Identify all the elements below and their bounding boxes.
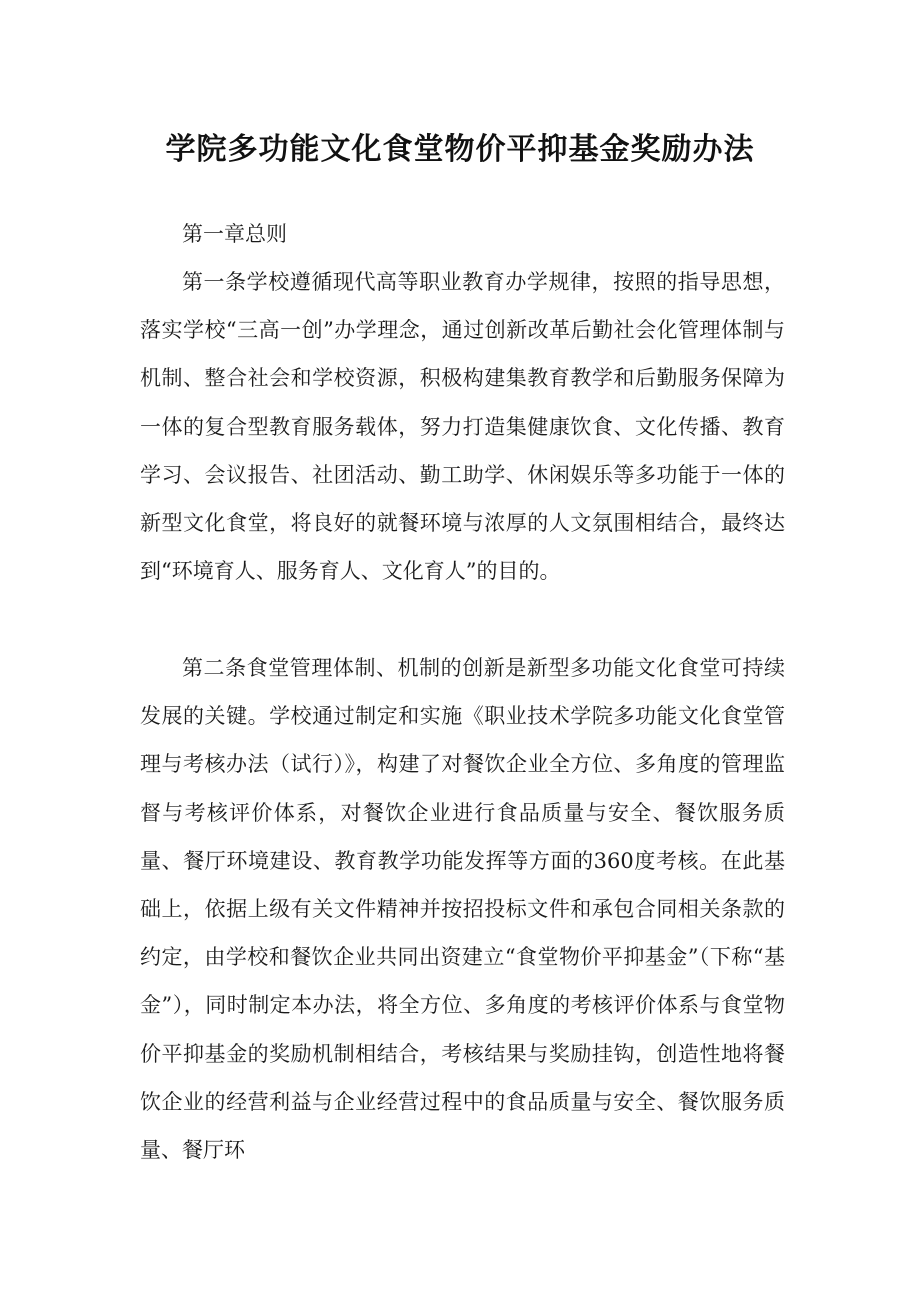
document-title: 学院多功能文化食堂物价平抑基金奖励办法 — [165, 132, 755, 167]
chapter-heading: 第一章总则 — [182, 222, 287, 246]
article-1-text: 第一条学校遵循现代高等职业教育办学规律，按照的指导思想，落实学校“三高一创”办学理念，通过创新改革后勤社会化管理体制与机制、整合社会和学校资源，积极构建集教育教学和后勤服务保障为一体的复合型教育服务载体，努力打造集健康饮食、文化传播、教育学习、会议报告、社团活动、勤工助学、休闲娱乐等多功能于一体的新型文化食堂，将良好的就餐环境与浓厚的人文氛围相结合，最终达到“环境育人、服务育人、文化育人”的目的。 — [140, 270, 785, 584]
article-2-text: 第二条食堂管理体制、机制的创新是新型多功能文化食堂可持续发展的关键。学校通过制定和实施《职业技术学院多功能文化食堂管理与考核办法（试行）》，构建了对餐饮企业全方位、多角度的管理监督与考核评价体系，对餐饮企业进行食品质量与安全、餐饮服务质量、餐厅环境建设、教育教学功能发挥等方面的360度考核。在此基础上，依据上级有关文件精神并按招投标文件和承包合同相关条款的约定，由学校和餐饮企业共同出资建立“食堂物价平抑基金”（下称“基金”），同时制定本办法，将全方位、多角度的考核评价体系与食堂物价平抑基金的奖励机制相结合，考核结果与奖励挂钩，创造性地将餐饮企业的经营利益与企业经营过程中的食品质量与安全、餐饮服务质量、餐厅环 — [140, 656, 785, 1163]
article-1 — [140, 258, 785, 595]
article-2 — [140, 644, 785, 1174]
